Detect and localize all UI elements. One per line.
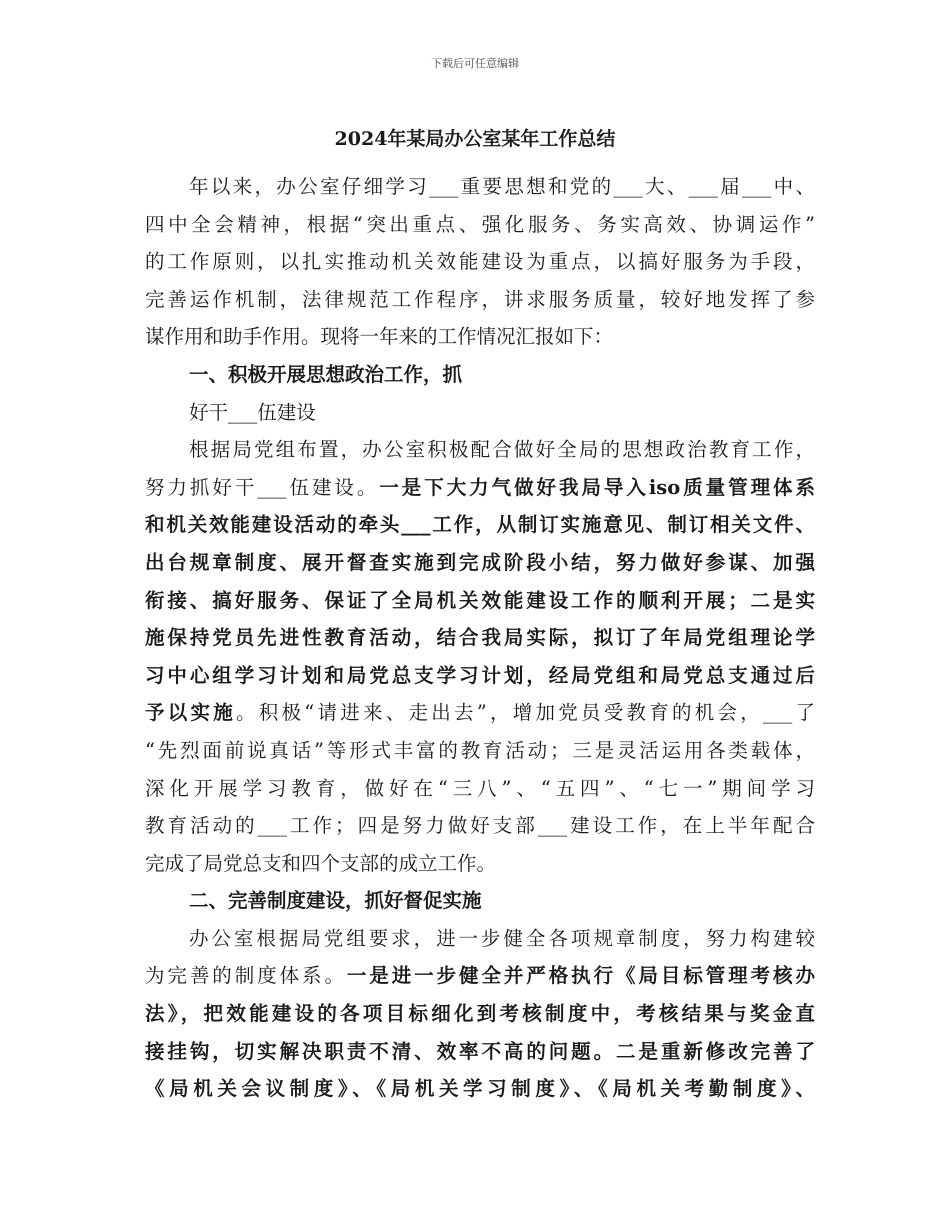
text-segment: 为完善的制度体系。 xyxy=(145,964,347,988)
page-header-note: 下载后可任意编辑 xyxy=(431,57,519,70)
body-line xyxy=(145,469,815,507)
body-line xyxy=(145,582,815,620)
body-line xyxy=(145,318,815,356)
text-segment: 完善运作机制，法律规范工作程序，讲求服务质量，较好地发挥了参 xyxy=(145,287,815,311)
bold-text-segment: 一是进一步健全并严格执行《局目标管理考核办 xyxy=(346,964,815,988)
text-segment: 四中全会精神，根据“突出重点、强化服务、务实高效、协调运作” xyxy=(145,212,815,236)
bold-text-segment: 法》，把效能建设的各项目标细化到考核制度中，考核结果与奖金直 xyxy=(145,1002,815,1026)
body-line xyxy=(145,694,815,732)
body-line xyxy=(145,732,815,770)
body-line xyxy=(145,807,815,845)
document-title: 2024年某局办公室某年工作总结 xyxy=(334,128,616,150)
text-segment: 谋作用和助手作用。现将一年来的工作情况汇报如下： xyxy=(145,325,614,349)
body-line xyxy=(145,243,815,281)
body-line xyxy=(145,281,815,319)
body-line xyxy=(145,1070,815,1108)
text-segment: 。积极“请进来、走出去”，增加党员受教育的机会，___了 xyxy=(236,701,815,725)
text-segment: “先烈面前说真话”等形式丰富的教育活动；三是灵活运用各类载体， xyxy=(145,738,815,762)
body-line xyxy=(145,394,815,432)
body-line xyxy=(145,657,815,695)
bold-text-segment: 衔接、搞好服务、保证了全局机关效能建设工作的顺利开展；二是实 xyxy=(145,588,815,612)
body-line xyxy=(145,1033,815,1071)
bold-text-segment: 习中心组学习计划和局党总支学习计划，经局党组和局党总支通过后 xyxy=(145,663,815,687)
text-segment: 教育活动的___工作；四是努力做好支部___建设工作，在上半年配合 xyxy=(145,814,815,838)
text-segment: 努力抓好干___伍建设。 xyxy=(145,475,380,499)
bold-text-segment: 一、积极开展思想政治工作，抓 xyxy=(189,362,463,386)
text-segment: 好干___伍建设 xyxy=(189,400,316,424)
body-line xyxy=(145,920,815,958)
bold-text-segment: 施保持党员先进性教育活动，结合我局实际，拟订了年局党组理论学 xyxy=(145,626,815,650)
bold-text-segment: 《局机关会议制度》、《局机关学习制度》、《局机关考勤制度》、 xyxy=(145,1077,815,1101)
bold-text-segment: 二、完善制度建设，抓好督促实施 xyxy=(189,889,482,913)
body-line xyxy=(145,206,815,244)
body-line xyxy=(145,770,815,808)
body-line xyxy=(145,619,815,657)
body-line xyxy=(145,431,815,469)
bold-text-segment: 出台规章制度、展开督查实施到完成阶段小结，努力做好参谋、加强 xyxy=(145,550,815,574)
body-line xyxy=(145,882,815,920)
bold-text-segment: 一是下大力气做好我局导入iso质量管理体系 xyxy=(379,475,815,499)
body-line xyxy=(145,995,815,1033)
bold-text-segment: 和机关效能建设活动的牵头___工作，从制订实施意见、制订相关文件、 xyxy=(145,513,815,537)
text-segment: 办公室根据局党组要求，进一步健全各项规章制度，努力构建较 xyxy=(189,926,815,950)
text-segment: 年以来，办公室仔细学习___重要思想和党的___大、___届___中、 xyxy=(189,175,815,198)
bold-text-segment: 接挂钩，切实解决职责不清、效率不高的问题。二是重新修改完善了 xyxy=(145,1039,815,1063)
text-segment: 深化开展学习教育，做好在“三八”、“五四”、“七一”期间学习 xyxy=(145,776,815,800)
text-segment: 根据局党组布置，办公室积极配合做好全局的思想政治教育工作， xyxy=(189,438,815,462)
document-body xyxy=(145,168,815,1108)
text-segment: 完成了局党总支和四个支部的成立工作。 xyxy=(145,851,497,875)
body-line xyxy=(145,957,815,995)
bold-text-segment: 予以实施 xyxy=(145,701,237,725)
body-line xyxy=(145,168,815,206)
body-line xyxy=(145,845,815,883)
body-line xyxy=(145,356,815,394)
body-line xyxy=(145,506,815,544)
text-segment: 的工作原则，以扎实推动机关效能建设为重点，以搞好服务为手段， xyxy=(145,250,815,274)
body-line xyxy=(145,544,815,582)
